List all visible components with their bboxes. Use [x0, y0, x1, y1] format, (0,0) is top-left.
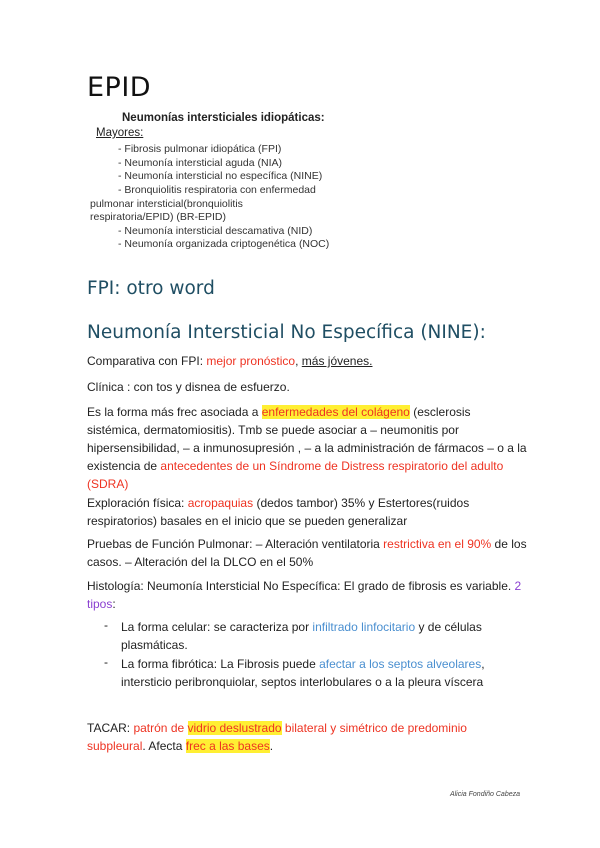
highlight-red: antecedentes de un Síndrome de Distress respiratorio del adulto (SDRA)	[87, 459, 504, 491]
highlight-red: bilateral y simétrico de predominio subpleural	[87, 721, 467, 753]
highlight-red: mejor pronóstico	[206, 354, 296, 368]
text: TACAR:	[87, 721, 134, 735]
text: (esclerosis sistémica, dermatomiositis). Tmb se puede asociar a – neumonitis por hipersensibilidad, – a inmunosupresión , – a la administración de fármacos – o a la existencia de	[87, 405, 527, 473]
paragraph-clinica: Clínica : con tos y disnea de esfuerzo.	[87, 380, 290, 394]
text: ,	[295, 354, 302, 368]
paragraph-exploracion	[87, 494, 527, 530]
paragraph-pruebas	[87, 535, 527, 571]
paragraph-asociacion	[87, 403, 527, 493]
figure-line: - Bronquiolitis respiratoria con enfermedad	[118, 184, 316, 196]
highlight-red: patrón de	[133, 721, 188, 735]
highlight-red: restrictiva en el 90%	[383, 537, 492, 551]
text: Exploración física:	[87, 496, 188, 510]
footer-author: Alicia Fondiño Cabeza	[449, 791, 520, 798]
text: , intersticio peribronquiolar, septos interlobulares o a la pleura víscera	[121, 657, 485, 689]
page-title: EPID	[87, 72, 152, 103]
highlight-blue: afectar a los septos alveolares	[319, 657, 482, 671]
heading-fpi: FPI: otro word	[87, 278, 215, 299]
highlight-red: frec a las bases	[185, 739, 270, 753]
text: Comparativa con FPI:	[87, 354, 207, 368]
paragraph-histologia	[87, 577, 527, 613]
text: Histología: Neumonía Intersticial No Específica: El grado de fibrosis es variable.	[87, 579, 515, 593]
highlight-purple: 2 tipos	[87, 579, 522, 611]
text: (dedos tambor) 35% y Estertores(ruidos respiratorios) basales en el inicio que se pueden generalizar	[87, 496, 470, 528]
underlined-text: más jóvenes.	[301, 354, 373, 368]
paragraph-comparativa	[87, 352, 527, 370]
text: La forma fibrótica: La Fibrosis puede	[121, 657, 320, 671]
list-item	[121, 618, 521, 654]
heading-nine: Neumonía Intersticial No Específica (NINE):	[87, 322, 486, 343]
figure-line: respiratoria/EPID) (BR-EPID)	[90, 211, 226, 223]
figure-line: - Neumonía intersticial aguda (NIA)	[118, 157, 282, 169]
highlight-red: vidrio deslustrado	[187, 721, 282, 735]
text: Pruebas de Función Pulmonar: – Alteración ventilatoria	[87, 537, 384, 551]
classification-figure	[88, 112, 358, 252]
text: :	[112, 597, 116, 611]
text: de los casos. – Alteración del la DLCO en el 50%	[87, 537, 527, 569]
figure-subtitle: Mayores:	[96, 127, 144, 139]
highlight-red: acropaquias	[187, 496, 254, 510]
figure-line: pulmonar intersticial(bronquiolitis	[90, 198, 243, 210]
list-bullet: -	[104, 655, 108, 669]
figure-line: - Neumonía intersticial descamativa (NID)	[118, 225, 313, 237]
text: . Afecta	[142, 739, 186, 753]
figure-line: - Neumonía organizada criptogenética (NOC)	[118, 238, 330, 250]
figure-title: Neumonías intersticiales idiopáticas:	[122, 112, 325, 124]
text: Es la forma más frec asociada a	[87, 405, 262, 419]
paragraph-tacar	[87, 719, 527, 755]
highlight-red: enfermedades del colágeno	[261, 405, 410, 419]
text: La forma celular: se caracteriza por	[121, 620, 313, 634]
text: .	[269, 739, 274, 753]
list-bullet: -	[104, 618, 108, 632]
figure-line: - Fibrosis pulmonar idiopática (FPI)	[118, 143, 282, 155]
figure-line: - Neumonía intersticial no específica (NINE)	[118, 170, 323, 182]
list-item	[121, 655, 521, 691]
text: y de células plasmáticas.	[121, 620, 482, 652]
highlight-blue: infiltrado linfocitario	[312, 620, 416, 634]
